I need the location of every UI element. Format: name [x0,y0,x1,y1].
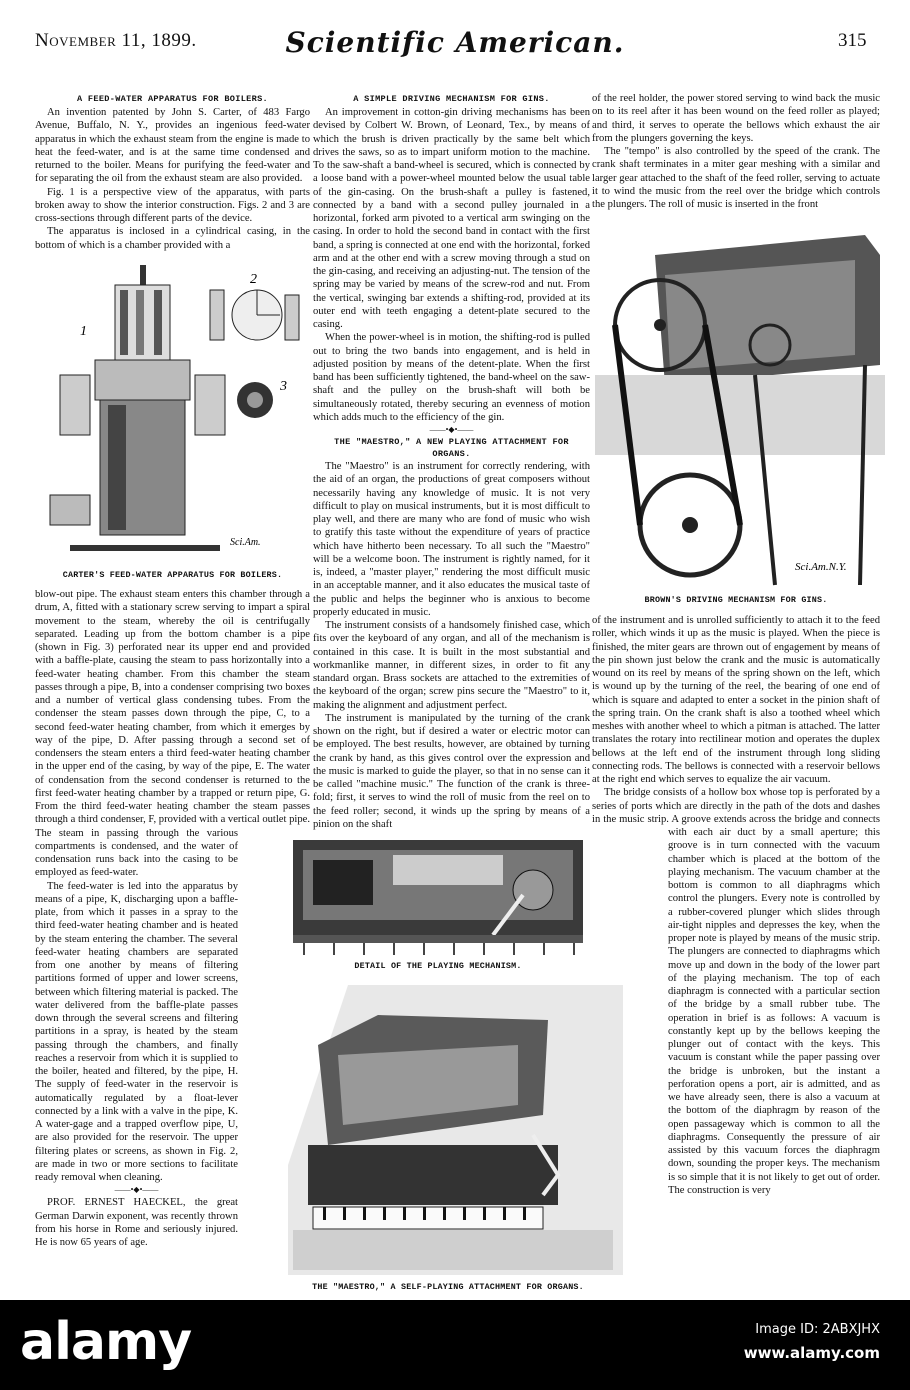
page-number: 315 [838,30,867,51]
feed-water-apparatus-illustration [40,255,310,565]
figure-label: 3 [280,379,287,394]
article-body-feed-water-top [35,106,310,252]
paragraph: When the power-wheel is in motion, the shifting-rod is pulled out to bring the two bands into engagement, and is held in adjusted position by means of the detent-plate. When the first band has been sufficiently tightened, the band-wheel on the saw-shaft and the pulley on the brush-shaft will both be simultaneously rotated, thereby securing an evenness of motion which adds much to the efficiency of the gin. [313,332,590,423]
caption-maestro: THE "MAESTRO," A SELF-PLAYING ATTACHMENT FOR ORGANS. [312,1282,584,1292]
paragraph: The bridge consists of a hollow box whose top is perforated by a series of ports which are directly in the path of the dots and dashes in the music strip. A groove extends across the bridge and connects with each air duct by a small aperture; this groove is in turn connected with the vacuum chamber which is placed at the bottom of the playing mechanism. The vacuum chamber at the bottom is common to all diaphragms which control the plungers. Every note is controlled by a rubber-covered plunger which slides through air-tight nipples and depresses the key, when the proper note is played by means of the music strip. The plungers are connected to diaphragms which move up and down in the body of the lower part of the playing mechanism. The top of each diaphragm is connected with a particular section of the bridge by a small rubber tube. The operation in brief is as follows: A vacuum is constantly kept up by the bellows keeping the plunger out of contact with the keys. This vacuum is constant while the paper passing over the bridge is unbroken, but the instant a perforation opens a port, air is admitted, and as we have already seen, there is also a vacuum at the bottom of the diaphragm by reason of the open passageway which is common to all the diaphragms. Consequently the pressure of air assisted by this vacuum forces the diaphragm down, sounding the proper keys. The mechanism is so simple that it is not likely to get out of order. The construction is very [592,787,880,1196]
article-body-feed-water-bottom [35,588,310,1303]
paragraph: The feed-water is led into the apparatus by means of a pipe, K, discharging upon a baffle-plate, from which it passes in a spray to the third feed-water heating chamber and is heated by the steam entering the chamber. The several feed-water heating chambers are separated from one another by means of filtering partitions formed of upper and lower screens, between which filtering material is packed. The water delivered from the baffle-plate passes down through the several screens and filtering partitions in a spray, is heated by the steam passing through the chambers, and finally reaches a reservoir from which it is supplied to the boiler, heated and filtered, by the pipe, H. The supply of feed-water in the reservoir is automatically regulated by a float-lever connected by a link with a valve in the pipe, K. A water-gage and a trapped overflow pipe, U, are also provided for the reservoir. The upper filtering plates or screens, as shown in Fig. 2, are made in two or more sections to facilitate ready removal when cleaning. [35,880,238,1183]
gin-driving-mechanism-illustration [595,215,885,590]
paragraph: An improvement in cotton-gin driving mechanisms has been devised by Colbert W. Brown, of Leonard, Tex., by means of which the brush is driven practically by the same belt which drives the saws, so as to impart uniform motion to the machine. To the saw-shaft a band-wheel is secured, which is connected by a loose band with a power-wheel mounted below the usual table of the gin-casing. On the brush-shaft a pulley is fastened, connected by a band with a second pulley journaled in a horizontal, forked arm pivoted to a vertical arm swinging on the casing. In order to hold the second band in contact with the first band, a spring is connected at one end with the horizontal, forked arm and at the other end with a screw moving through a stud on the gin-casing, and receiving an adjusting-nut. The tension of the spring may be varied by means of the screw-rod and nut. From the vertical, swinging bar extends a shifting-rod, provided at its outer end with teeth engaging a detent-plate secured to the casing. [313,107,590,330]
publication-title: Scientific American. [285,26,625,59]
article-body-maestro-bottom [592,614,880,1294]
issue-date: November 11, 1899. [35,30,197,51]
paragraph: Fig. 1 is a perspective view of the apparatus, with parts broken away to show the interior construction. Figs. 2 and 3 are cross-sections through different parts of the device. [35,186,310,224]
paragraph: The instrument consists of a handsomely finished case, which fits over the keyboard of any organ, and all of the mechanism is contained in this case. It is built in the most substantial and workmanlike manner, in different sizes, in order to fit any standard organ. Brass sockets are attached to the extremities of the keyboard of the organ; screw pins secure the "Maestro" to it, making the alignment and adjustment perfect. [313,620,590,711]
engraver-signature: Sci.Am. [230,537,261,548]
paragraph: The instrument is manipulated by the turning of the crank shown on the right, but if desired a water or electric motor can be employed. The best results, however, are obtained by turning the crank by hand, as this gives control over the expression and the music is marked to guide the player, so that in no sense can it be called "machine music." The function of the crank is three-fold; first, it serves to wind the roll of music from the reel on to the feed roller; second, it winds up the spring by means of a pinion on the shaft [313,712,590,830]
article-body-maestro [313,460,590,832]
paragraph: blow-out pipe. The exhaust steam enters this chamber through a drum, A, fitted with a stationary screw serving to impart a spiral movement to the steam, whereby the oil is centrifugally separated. Leading up from the bottom chamber is a pipe (shown in Fig. 3) perforated near its upper end and provided with a baffle-plate, causing the steam to pass horizontally into a feed-water heating chamber. From this chamber the steam passes through a pipe, B, into a condenser comprising two boxes and a number of vertical glass condensing tubes. From the condenser the steam passes down through the pipe, C, to a second feed-water heating chamber, from which it emerges by way of the pipe, D. After passing through a second set of condensers the steam enters a third feed-water heating chamber in the upper end of the casing, by way of the pipe, E. The water of condensation from the second condenser is returned to the first feed-water heating chamber by a trapped or return pipe, G. From the third feed-water heating chamber the steam passes through a third condenser, F, provided with a vertical outlet pipe. The steam in passing through the various compartments is condensed, and the water of condensation runs back into the casing to be employed as feed-water. [35,589,310,879]
caption-feed-water: CARTER'S FEED-WATER APPARATUS FOR BOILERS. [62,570,283,580]
maestro-organ-illustration [288,985,623,1275]
engraver-signature: Sci.Am.N.Y. [795,561,847,573]
paragraph: An invention patented by John S. Carter, of 483 Fargo Avenue, Buffalo, N. Y., provides an ingenious feed-water apparatus in which the exhaust steam from the engine is made to heat the feed-water, and is at the same time condensed and returned to the boiler. Means for purifying the feed-water and for separating the oil from the exhaust steam are also provided. [35,107,310,185]
alamy-logo: alamy [20,1312,192,1372]
caption-playing-mechanism: DETAIL OF THE PLAYING MECHANISM. [354,961,522,971]
article-heading-gins: A SIMPLE DRIVING MECHANISM FOR GINS. [353,94,550,104]
image-id: Image ID: 2ABXJHX [755,1322,880,1337]
watermark-bar [0,1300,910,1390]
separator: ——•◆•—— [114,1185,159,1195]
paragraph: of the reel holder, the power stored serving to wind back the music on to its reel after it has been wound on the feed roller as played; and third, it serves to operate the bellows which exhaust the air from the plungers governing the keys. [592,93,880,144]
paragraph: PROF. ERNEST HAECKEL, the great German Darwin exponent, was recently thrown from his horse in Rome and seriously injured. He is now 65 years of age. [35,1197,238,1248]
figure-label: 1 [80,324,87,339]
caption-gins: BROWN'S DRIVING MECHANISM FOR GINS. [644,595,828,605]
article-body-gins [313,106,590,426]
separator: ——•◆•—— [429,425,474,434]
paragraph: The "tempo" is also controlled by the speed of the crank. The crank shaft terminates in a miter gear meshing with a similar and larger gear attached to the shaft of the feed roller, serving to actuate it to wind the music from the reel over the bridge which controls the plungers. The roll of music is inserted in the front [592,146,880,210]
watermark-site: www.alamy.com [743,1344,880,1362]
paragraph: The "Maestro" is an instrument for correctly rendering, with the aid of an organ, the productions of great composers without necessarily having any knowledge of music. It is not very difficult to play on musical instruments, but it is most difficult to play well, and there are many who are fond of music who wish to gratify this taste without the expenditure of years of practice which have hitherto been necessary. To all such the "Maestro" will be a welcome boon. The instrument is rightly named, for it is, indeed, a "master player," rendering the most difficult music in an acceptable manner, and it also educates the musical taste of the public and helps the beginner who is anxious to become properly educated in music. [313,461,590,618]
playing-mechanism-detail-illustration [283,835,593,960]
article-heading-feed-water: A FEED-WATER APPARATUS FOR BOILERS. [77,94,268,104]
paragraph: The apparatus is inclosed in a cylindrical casing, in the bottom of which is a chamber provided with a [35,226,310,251]
figure-label: 2 [250,272,257,287]
paragraph: of the instrument and is unrolled sufficiently to attach it to the feed roller, which winds it up as the music is played. When the piece is finished, the miter gears are thrown out of engagement by means of the pin shown just below the crank and the music is automatically wound on its reel by means of the spring shown on the left, which is wound up by the turning of the reel, the bearing of one end of which is square and adapted to enter a socket in the pinion shaft of the spring train. On the crank shaft is also a toothed wheel which meshes with another wheel to which a pitman is attached. The latter translates the rotary into rectilinear motion and operates the duplex bellows at the left end of the instrument through long sliding connecting rods. The bellows is connected with a reservoir bellows at the right end which serves to equalize the air vacuum. [592,615,880,785]
article-body-maestro-continued [592,92,880,212]
article-heading-maestro: THE "MAESTRO," A NEW PLAYING ATTACHMENT FOR ORGANS. [334,437,569,459]
